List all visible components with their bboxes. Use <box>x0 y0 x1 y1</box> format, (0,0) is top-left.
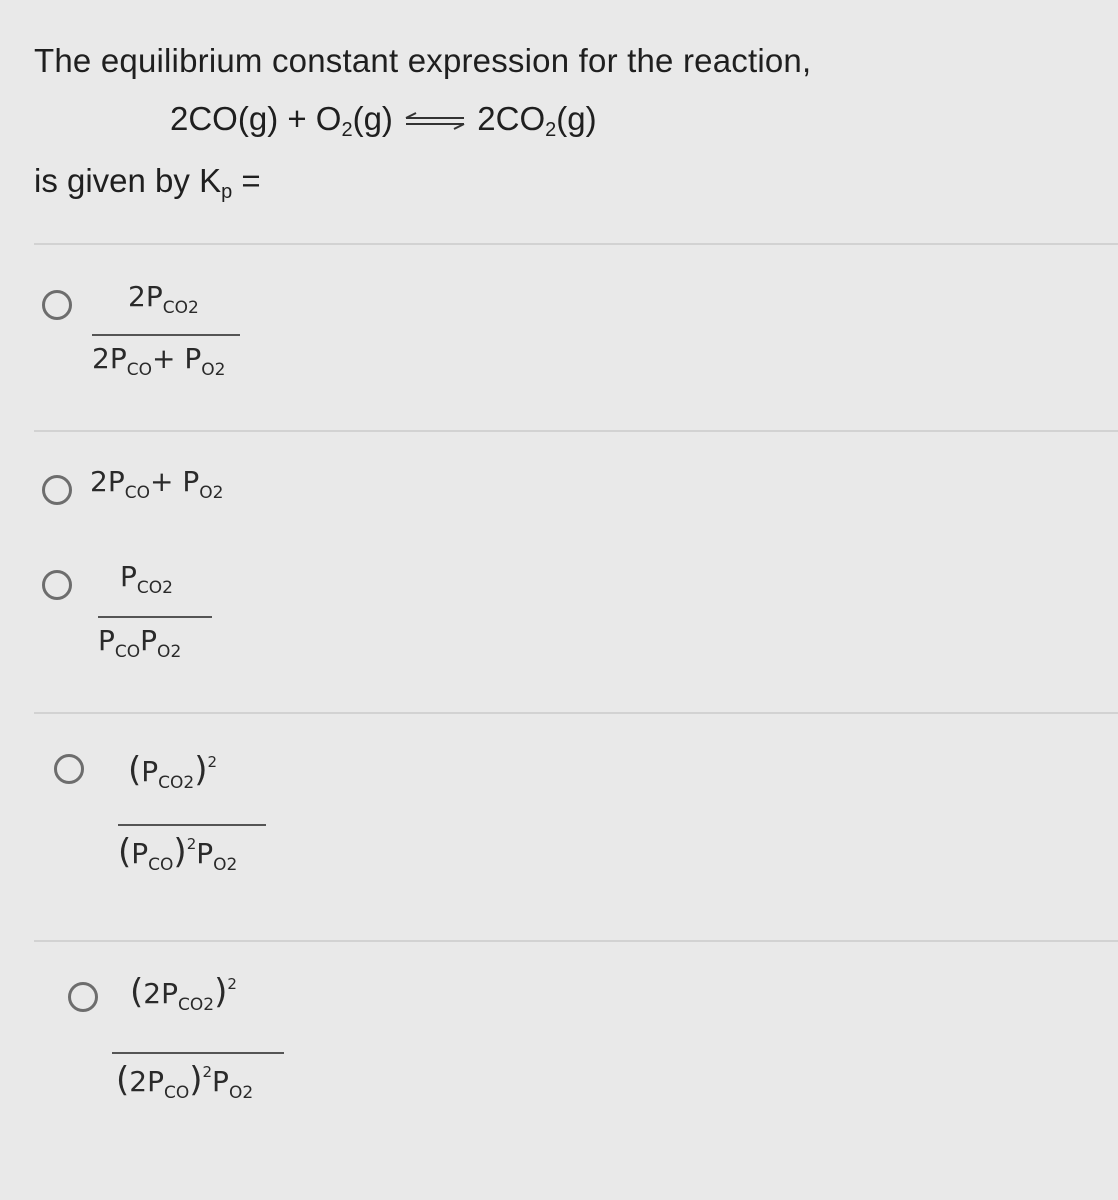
expr-coef: 2P <box>90 465 125 498</box>
num-sub2: 2 <box>162 578 173 598</box>
option-3-radio[interactable] <box>42 570 72 600</box>
den-exp: 2 <box>186 835 197 853</box>
num-coef: 2P <box>143 977 178 1010</box>
close-paren: ) <box>189 1060 203 1100</box>
open-paren: ( <box>130 972 144 1012</box>
option-1-radio[interactable] <box>42 290 72 320</box>
den-sub2n: 2 <box>214 360 226 380</box>
num-coef: 2P <box>128 280 163 313</box>
option-4-denominator <box>118 832 237 875</box>
open-paren: ( <box>116 1060 130 1100</box>
num-sub2: 2 <box>187 298 199 318</box>
reaction-equation <box>170 100 597 142</box>
reaction-right: 2CO <box>477 100 546 137</box>
den-p1: P <box>98 624 115 657</box>
option-4-numerator <box>128 750 217 793</box>
num-sub: CO <box>158 773 184 793</box>
divider <box>34 430 1118 432</box>
num-exp: 2 <box>227 975 237 993</box>
den-sub2: O <box>213 855 227 875</box>
den-p2: P <box>212 1065 229 1098</box>
fraction-bar <box>112 1052 284 1054</box>
den-sub2: O <box>201 360 215 380</box>
den-plus: + P <box>151 342 202 375</box>
den-sub2n: 2 <box>170 642 182 662</box>
question-text <box>34 42 1084 203</box>
den-sub2: O <box>228 1083 243 1103</box>
open-paren: ( <box>128 750 142 790</box>
den-p2: P <box>140 624 158 657</box>
divider <box>34 243 1118 245</box>
num-p: P <box>120 560 137 593</box>
close-paren: ) <box>214 972 228 1012</box>
num-sub2: 2 <box>183 773 195 793</box>
option-4-radio[interactable] <box>54 754 84 784</box>
den-p2: P <box>196 837 214 870</box>
question-line1: The equilibrium constant expression for the reaction, <box>34 42 812 79</box>
divider <box>34 712 1118 714</box>
fraction-bar <box>118 824 266 826</box>
reaction-left-close: (g) <box>352 100 393 137</box>
den-coef: 2P <box>129 1065 164 1098</box>
num-sub: CO <box>162 298 188 318</box>
den-sub2n: 2 <box>226 855 238 875</box>
option-1-numerator <box>128 280 199 318</box>
kp-prefix: is given by K <box>34 162 222 199</box>
option-1-denominator <box>92 342 225 380</box>
kp-subscript: p <box>221 181 233 203</box>
expr-sub2n: 2 <box>212 483 224 503</box>
option-2-expression <box>90 465 223 503</box>
close-paren: ) <box>173 832 187 872</box>
option-3-numerator <box>120 560 173 598</box>
question-line3 <box>34 162 261 204</box>
num-sub2: 2 <box>203 995 215 1015</box>
den-sub1: CO <box>148 855 174 875</box>
num-sub: CO <box>136 578 163 598</box>
den-coef: 2P <box>92 342 127 375</box>
den-sub2: O <box>157 642 171 662</box>
option-5-numerator <box>130 972 237 1015</box>
option-5-radio[interactable] <box>68 982 98 1012</box>
divider <box>34 940 1118 942</box>
option-3-denominator <box>98 624 181 662</box>
option-2-radio[interactable] <box>42 475 72 505</box>
reaction-right-close: (g) <box>556 100 597 137</box>
kp-equals: = <box>232 162 261 199</box>
expr-sub2: O <box>199 483 213 503</box>
fraction-bar <box>98 616 212 618</box>
num-exp: 2 <box>207 753 218 771</box>
den-sub1: CO <box>114 642 141 662</box>
fraction-bar <box>92 334 240 336</box>
reaction-left: 2CO(g) + O <box>170 100 342 137</box>
den-p1: P <box>131 837 149 870</box>
open-paren: ( <box>118 832 132 872</box>
den-exp: 2 <box>202 1063 213 1081</box>
close-paren: ) <box>194 750 208 790</box>
den-sub1: CO <box>163 1083 190 1103</box>
option-5-denominator <box>116 1060 253 1103</box>
num-sub: CO <box>177 995 204 1015</box>
expr-sub1: CO <box>124 483 150 503</box>
den-sub1: CO <box>126 360 152 380</box>
equilibrium-arrow-icon <box>404 111 466 131</box>
co2-subscript: 2 <box>545 119 557 141</box>
o2-subscript: 2 <box>341 119 353 141</box>
den-sub2n: 2 <box>242 1083 254 1103</box>
expr-plus: + P <box>149 465 200 498</box>
num-p: P <box>141 755 159 788</box>
